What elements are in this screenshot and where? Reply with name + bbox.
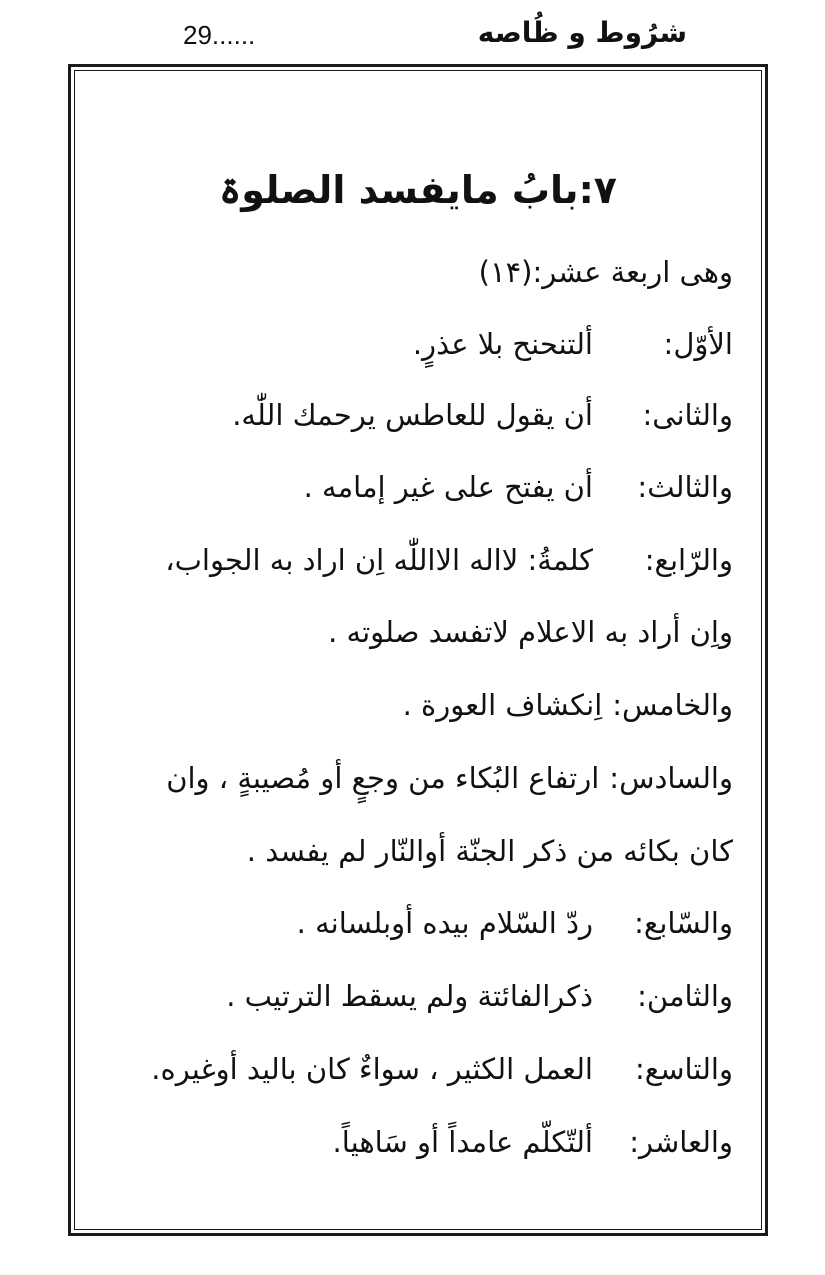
list-item xyxy=(165,538,733,582)
list-item xyxy=(166,756,733,800)
item-text: ذكرالفائتة ولم يسقط الترتيب . xyxy=(226,979,593,1013)
item-text: أن يفتح على غير إمامه . xyxy=(303,470,593,504)
item-label: والسّابع: xyxy=(634,906,733,940)
item-label: والثالث: xyxy=(637,470,733,504)
item-text: ارتفاع البُكاء من وجعٍ أو مُصيبةٍ ، وان xyxy=(166,761,600,795)
book-title-header: شرُوط و ظُاصه xyxy=(477,16,687,49)
intro-line: وهی اربعة عشر:(۱۴) xyxy=(478,255,733,289)
item-text: ردّ السّلام بيده أوبلسانه . xyxy=(296,906,593,940)
item-label: الأوّل: xyxy=(663,327,733,361)
list-item xyxy=(226,974,733,1018)
chapter-title: ۷:بابُ مایفسد الصلوۃ xyxy=(219,168,617,212)
list-item xyxy=(304,465,733,509)
item-label: والتاسع: xyxy=(635,1052,733,1086)
item-label: والثامن: xyxy=(637,979,733,1013)
list-item xyxy=(403,683,733,727)
item-label: والعاشر: xyxy=(629,1125,733,1159)
list-item xyxy=(151,1047,733,1091)
item-text: ألتنحنح بلا عذرٍ. xyxy=(412,327,593,361)
list-item-continuation: كان بكائه من ذكر الجنّة أوالنّار لم يفسد . xyxy=(246,834,733,868)
item-label: والثانی: xyxy=(642,398,733,432)
item-text: العمل الكثير ، سواءٌ كان باليد أوغيره. xyxy=(151,1052,593,1086)
list-item xyxy=(413,322,733,366)
item-text: ألتّكلّم عامداً أو سَاهياً. xyxy=(332,1125,593,1159)
list-item xyxy=(297,901,733,945)
list-item-continuation: واِن أراد به الاعلام لاتفسد صلوته . xyxy=(328,615,733,649)
item-label: والرّابع: xyxy=(644,543,733,577)
page-number: 29...... xyxy=(183,20,256,50)
list-item xyxy=(232,393,733,437)
item-text: أن يقول للعاطس يرحمك اللّٰه. xyxy=(232,398,593,432)
item-text: اِنكشاف العورة . xyxy=(402,688,603,722)
item-label: والسادس: xyxy=(609,761,733,795)
item-text: كلمةُ: لااله الااللّٰه اِن اراد به الجواب، xyxy=(165,543,593,577)
item-label: والخامس: xyxy=(612,688,733,722)
list-item xyxy=(333,1120,733,1164)
